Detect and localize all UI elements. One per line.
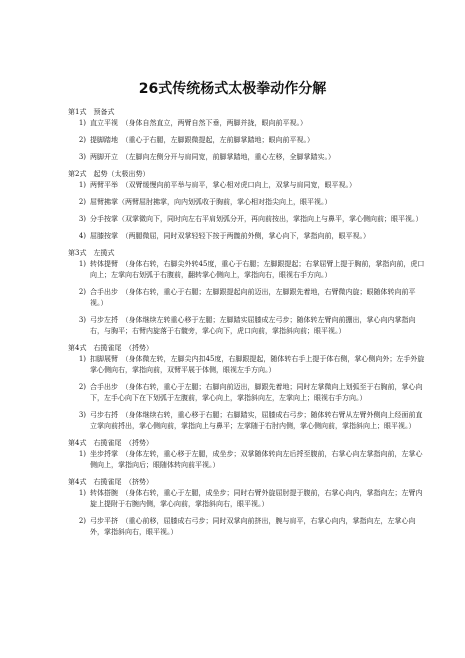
list-item <box>68 180 428 191</box>
section-4 <box>68 343 428 432</box>
item-text: 合手出步 （身体右转，重心于右腿；左脚跟提起向前迈出，左脚跟先着地，右臂微内旋；眼随体转向前平视。） <box>90 288 416 307</box>
list-item <box>68 449 428 471</box>
item-number: 1) <box>78 181 86 189</box>
section-1 <box>68 107 428 163</box>
page-title: 26式传统杨式太极拳动作分解 <box>138 81 327 97</box>
item-text: 直立平视 （身体自然直立，两臂自然下垂，两脚并拢，眼向前平视。） <box>90 119 307 127</box>
item-text: 转体搭腕 （身体右转，重心于左腿，成坐步；同时右臂外旋屈肘提于腹前，右掌心向内，掌指向左；左臂内旋上提附于右腕内侧，掌心向前，掌指斜向右，眼平视。） <box>90 489 423 508</box>
list-item <box>68 488 428 510</box>
item-text: 弓步平挤 （重心前移，屈膝成右弓步；同时双掌向前挤出，腕与肩平，右掌心向内，掌指向左，左掌心向外，掌指斜向右，眼平视。） <box>90 517 416 536</box>
item-number: 1) <box>78 489 86 497</box>
item-text: 弓步右捋 （身体继续右转，重心移于右腿；右脚踏实，屈膝成右弓步；随体转右臂从左臂外侧向上经面前直立掌向前捋出，掌心侧向前，掌指向上与鼻平；左掌随于右肘内侧，掌心侧向前，掌指斜向上；眼平视。） <box>90 411 423 430</box>
list-item <box>68 197 428 208</box>
section-heading: 第3式 左揽式 <box>68 249 115 257</box>
section-heading: 第2式 起势（太极出势） <box>68 170 150 178</box>
item-text: 屈膝按掌 （两腿微屈，同时双掌轻轻下按于两髋前外侧，掌心向下，掌指向前，眼平视。） <box>90 232 370 240</box>
item-text: 分手按掌（双掌微向下，同时向左右平肩划弧分开，再向前按出，掌指向上与鼻平，掌心侧向前；眼平视。） <box>90 215 423 223</box>
document-body <box>68 106 428 544</box>
list-item <box>68 315 428 337</box>
section-3 <box>68 248 428 337</box>
item-number: 1) <box>78 260 86 268</box>
item-text: 转体提臂 （身体右转，右脚尖外转45度，重心于右腿；左脚跟提起；右掌屈臂上提于胸前，掌指向前，虎口向上；左掌向右划弧于右腹前，翻转掌心侧向上，掌指向右，眼视右手方向。） <box>90 260 425 279</box>
section-2 <box>68 169 428 242</box>
list-item <box>68 118 428 129</box>
item-number: 3) <box>78 411 86 419</box>
item-text: 合手出步 （身体右转，重心于左腿；右脚向前迈出，脚跟先着地；同时左掌微向上划弧至于右胸前，掌心向下，左手心向下在下划弧于左腹前，掌心向上，掌指斜向左，左掌向上；眼视右手方向。） <box>90 383 423 402</box>
section-5 <box>68 438 428 471</box>
item-number: 2) <box>78 517 86 525</box>
item-number: 2) <box>78 198 86 206</box>
list-item <box>68 354 428 376</box>
list-item <box>68 259 428 281</box>
item-number: 1) <box>78 450 86 458</box>
section-heading: 第4式 右揽雀尾 （捋势） <box>68 439 153 447</box>
section-6 <box>68 477 428 538</box>
item-number: 4) <box>78 232 86 240</box>
item-text: 屈臂拂掌（两臂屈肘拂掌，向内划弧收于胸前，掌心相对指尖向上，眼平视。） <box>90 198 332 206</box>
list-item <box>68 410 428 432</box>
list-item <box>68 382 428 404</box>
item-text: 扣脚展臂 （身体微左转，左脚尖内扣45度，右脚跟提起，随体转右手上提于体右侧，掌心侧向外；左手外旋掌心侧向右，掌指向前，双臂平展于体侧，眼视左手方向。） <box>90 355 425 374</box>
list-item <box>68 152 428 163</box>
item-text: 弓步左捋 （身体继续左转重心移于左腿；左脚踏实屈膝成左弓步；随体转左臂向前掤出，掌心向内掌指向右，与胸平；右臂内旋落于右髋旁，掌心向下，虎口向前，掌指斜向前；眼平视。） <box>90 316 416 335</box>
item-text: 两臂平举 （双臂缓慢向前平举与肩平，掌心相对虎口向上，双掌与肩同宽，眼平视。） <box>90 181 356 189</box>
item-number: 2) <box>78 383 86 391</box>
section-heading: 第1式 预备式 <box>68 108 115 116</box>
list-item <box>68 287 428 309</box>
item-number: 1) <box>78 119 86 127</box>
section-heading: 第4式 右揽雀尾 （捋势） <box>68 344 153 352</box>
item-number: 1) <box>78 355 86 363</box>
item-text: 两脚开立 （左脚向左侧分开与肩同宽，前脚掌踏地，重心左移，全脚掌踏实。） <box>90 153 335 161</box>
list-item <box>68 231 428 242</box>
list-item <box>68 214 428 225</box>
item-text: 提脚踏地 （重心于右腿，左脚跟微提起，左前脚掌踏地；眼向前平视。） <box>90 136 314 144</box>
item-number: 3) <box>78 316 86 324</box>
list-item <box>68 516 428 538</box>
section-heading: 第4式 右揽雀尾 （挤势） <box>68 478 153 486</box>
list-item <box>68 135 428 146</box>
item-number: 2) <box>78 136 86 144</box>
item-number: 3) <box>78 215 86 223</box>
item-number: 2) <box>78 288 86 296</box>
item-number: 3) <box>78 153 86 161</box>
item-text: 坐步捋掌 （身体左转，重心移于左腿，成坐步；双掌随体转向左后捋至腹前，右掌心向左掌指向前，左掌心侧向上，掌指向后；眼随体转向前平视。） <box>90 450 423 469</box>
